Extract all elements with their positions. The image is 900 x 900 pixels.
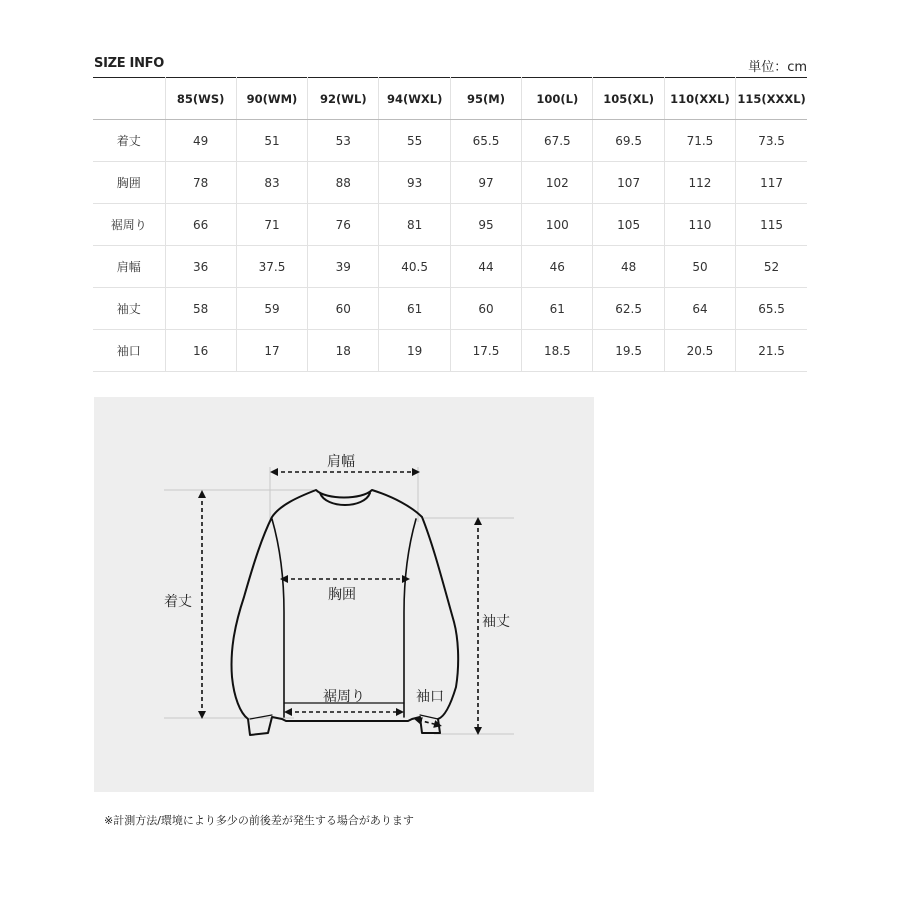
table-row (93, 246, 807, 288)
table-cell: 62.5 (593, 288, 664, 330)
table-cell: 17 (236, 330, 307, 372)
column-header: 90(WM) (236, 78, 307, 120)
column-header: 115(XXXL) (736, 78, 807, 120)
table-cell: 65.5 (450, 120, 521, 162)
table-cell: 83 (236, 162, 307, 204)
table-header-row (93, 78, 807, 120)
column-header: 92(WL) (308, 78, 379, 120)
table-cell: 102 (522, 162, 593, 204)
row-label: 胸囲 (93, 162, 165, 204)
table-cell: 117 (736, 162, 807, 204)
table-cell: 73.5 (736, 120, 807, 162)
table-cell: 112 (664, 162, 735, 204)
table-cell: 18 (308, 330, 379, 372)
length-label: 着丈 (164, 594, 192, 610)
table-cell: 64 (664, 288, 735, 330)
table-cell: 59 (236, 288, 307, 330)
chest-label: 胸囲 (328, 587, 356, 603)
table-cell: 37.5 (236, 246, 307, 288)
table-cell: 95 (450, 204, 521, 246)
column-header: 105(XL) (593, 78, 664, 120)
table-cell: 46 (522, 246, 593, 288)
table-cell: 39 (308, 246, 379, 288)
table-cell: 97 (450, 162, 521, 204)
column-header: 95(M) (450, 78, 521, 120)
table-cell: 61 (522, 288, 593, 330)
size-info-title: SIZE INFO (94, 56, 164, 71)
column-header: 85(WS) (165, 78, 236, 120)
table-cell: 69.5 (593, 120, 664, 162)
table-cell: 61 (379, 288, 450, 330)
table-row (93, 204, 807, 246)
table-cell: 21.5 (736, 330, 807, 372)
cuff-label: 袖口 (416, 689, 444, 705)
table-cell: 55 (379, 120, 450, 162)
measurement-footnote: ※計測方法/環境により多少の前後差が発生する場合があります (104, 814, 414, 827)
table-cell: 115 (736, 204, 807, 246)
table-cell: 66 (165, 204, 236, 246)
table-cell: 105 (593, 204, 664, 246)
table-cell: 18.5 (522, 330, 593, 372)
unit-label: 単位：cm (748, 60, 807, 75)
table-cell: 58 (165, 288, 236, 330)
table-row (93, 330, 807, 372)
table-cell: 93 (379, 162, 450, 204)
table-cell: 50 (664, 246, 735, 288)
hem-label: 裾周り (323, 689, 365, 705)
table-cell: 71.5 (664, 120, 735, 162)
column-header: 94(WXL) (379, 78, 450, 120)
table-cell: 20.5 (664, 330, 735, 372)
table-cell: 81 (379, 204, 450, 246)
table-cell: 40.5 (379, 246, 450, 288)
table-cell: 65.5 (736, 288, 807, 330)
table-cell: 67.5 (522, 120, 593, 162)
table-cell: 76 (308, 204, 379, 246)
table-cell: 110 (664, 204, 735, 246)
row-label: 肩幅 (93, 246, 165, 288)
shoulder-label: 肩幅 (327, 454, 355, 470)
column-header: 110(XXL) (664, 78, 735, 120)
table-cell: 44 (450, 246, 521, 288)
table-cell: 78 (165, 162, 236, 204)
table-cell: 17.5 (450, 330, 521, 372)
table-cell: 48 (593, 246, 664, 288)
table-cell: 36 (165, 246, 236, 288)
row-label: 袖口 (93, 330, 165, 372)
size-table (93, 77, 807, 372)
column-header: 100(L) (522, 78, 593, 120)
table-cell: 19.5 (593, 330, 664, 372)
table-row (93, 120, 807, 162)
row-label: 裾周り (93, 204, 165, 246)
table-cell: 52 (736, 246, 807, 288)
table-cell: 88 (308, 162, 379, 204)
table-cell: 19 (379, 330, 450, 372)
row-label: 袖丈 (93, 288, 165, 330)
table-cell: 107 (593, 162, 664, 204)
row-label: 着丈 (93, 120, 165, 162)
measurement-diagram (94, 397, 594, 792)
table-cell: 71 (236, 204, 307, 246)
table-cell: 49 (165, 120, 236, 162)
header-corner-cell (93, 78, 165, 120)
table-cell: 60 (450, 288, 521, 330)
table-cell: 53 (308, 120, 379, 162)
sleeve-length-label: 袖丈 (482, 614, 510, 630)
table-cell: 100 (522, 204, 593, 246)
table-cell: 60 (308, 288, 379, 330)
table-row (93, 162, 807, 204)
table-cell: 16 (165, 330, 236, 372)
table-cell: 51 (236, 120, 307, 162)
table-row (93, 288, 807, 330)
